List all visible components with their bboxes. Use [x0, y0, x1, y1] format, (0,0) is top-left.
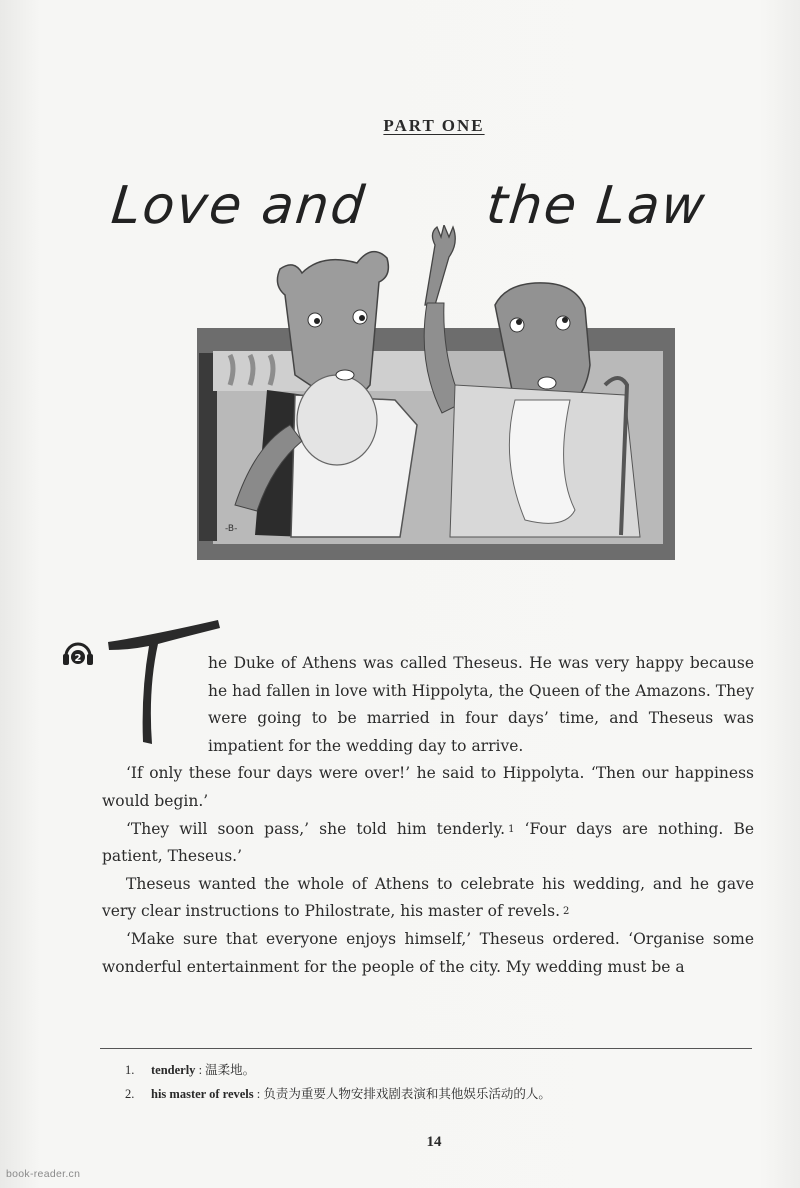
chapter-title-first: Love and	[108, 176, 369, 236]
drop-cap-letter: T	[100, 610, 101, 611]
footnote-number: 1.	[125, 1063, 135, 1077]
footnote-divider	[100, 1048, 752, 1049]
body-text	[102, 650, 754, 981]
paragraph-3a: ‘They will soon pass,’ she told him tenderly.	[126, 819, 506, 838]
footnote-2	[125, 1082, 745, 1106]
paragraph-3	[102, 816, 754, 871]
note-ref-1: 1	[508, 823, 515, 835]
paragraph-4-text: Theseus wanted the whole of Athens to celebrate his wedding, and he gave very clear instructions to Philostrate, his master of revels.	[102, 874, 754, 921]
note-ref-2: 2	[563, 906, 570, 918]
paragraph-2: ‘If only these four days were over!’ he said to Hippolyta. ‘Then our happiness would begin.’	[102, 764, 754, 810]
page-number: 14	[426, 1134, 442, 1150]
svg-text:2: 2	[74, 653, 82, 664]
footnote-gloss: 温柔地。	[205, 1063, 256, 1077]
footnote-gloss: 负责为重要人物安排戏剧表演和其他娱乐活动的人。	[263, 1087, 551, 1101]
illustration-signature: -B-	[225, 524, 238, 534]
footnote-number: 2.	[125, 1087, 135, 1101]
footnote-term: tenderly	[151, 1063, 196, 1077]
footnote-separator: :	[253, 1087, 264, 1101]
part-heading: PART ONE	[383, 116, 485, 135]
footnote-separator: :	[195, 1063, 206, 1077]
chapter-illustration	[195, 225, 680, 565]
footnote-term: his master of revels	[151, 1087, 254, 1101]
chapter-title-second: the Law	[483, 176, 710, 236]
watermark: book-reader.cn	[6, 1168, 81, 1180]
paragraph-3b: ‘Four days are nothing. Be patient, Theseus.’	[102, 819, 755, 866]
audio-track-icon[interactable]	[62, 638, 94, 668]
paragraph-1: he Duke of Athens was called Theseus. He was very happy because he had fallen in love with Hippolyta, the Queen of the Amazons. They were going to be married in four days’ time, and Theseus was impatient for the wedding day to arrive.	[208, 654, 754, 755]
paragraph-4	[102, 871, 754, 926]
footnote-1	[125, 1058, 745, 1082]
footnotes	[125, 1058, 745, 1106]
paragraph-5: ‘Make sure that everyone enjoys himself,’ Theseus ordered. ‘Organise some wonderful entertainment for the people of the city. My wedding must be a	[102, 929, 754, 976]
